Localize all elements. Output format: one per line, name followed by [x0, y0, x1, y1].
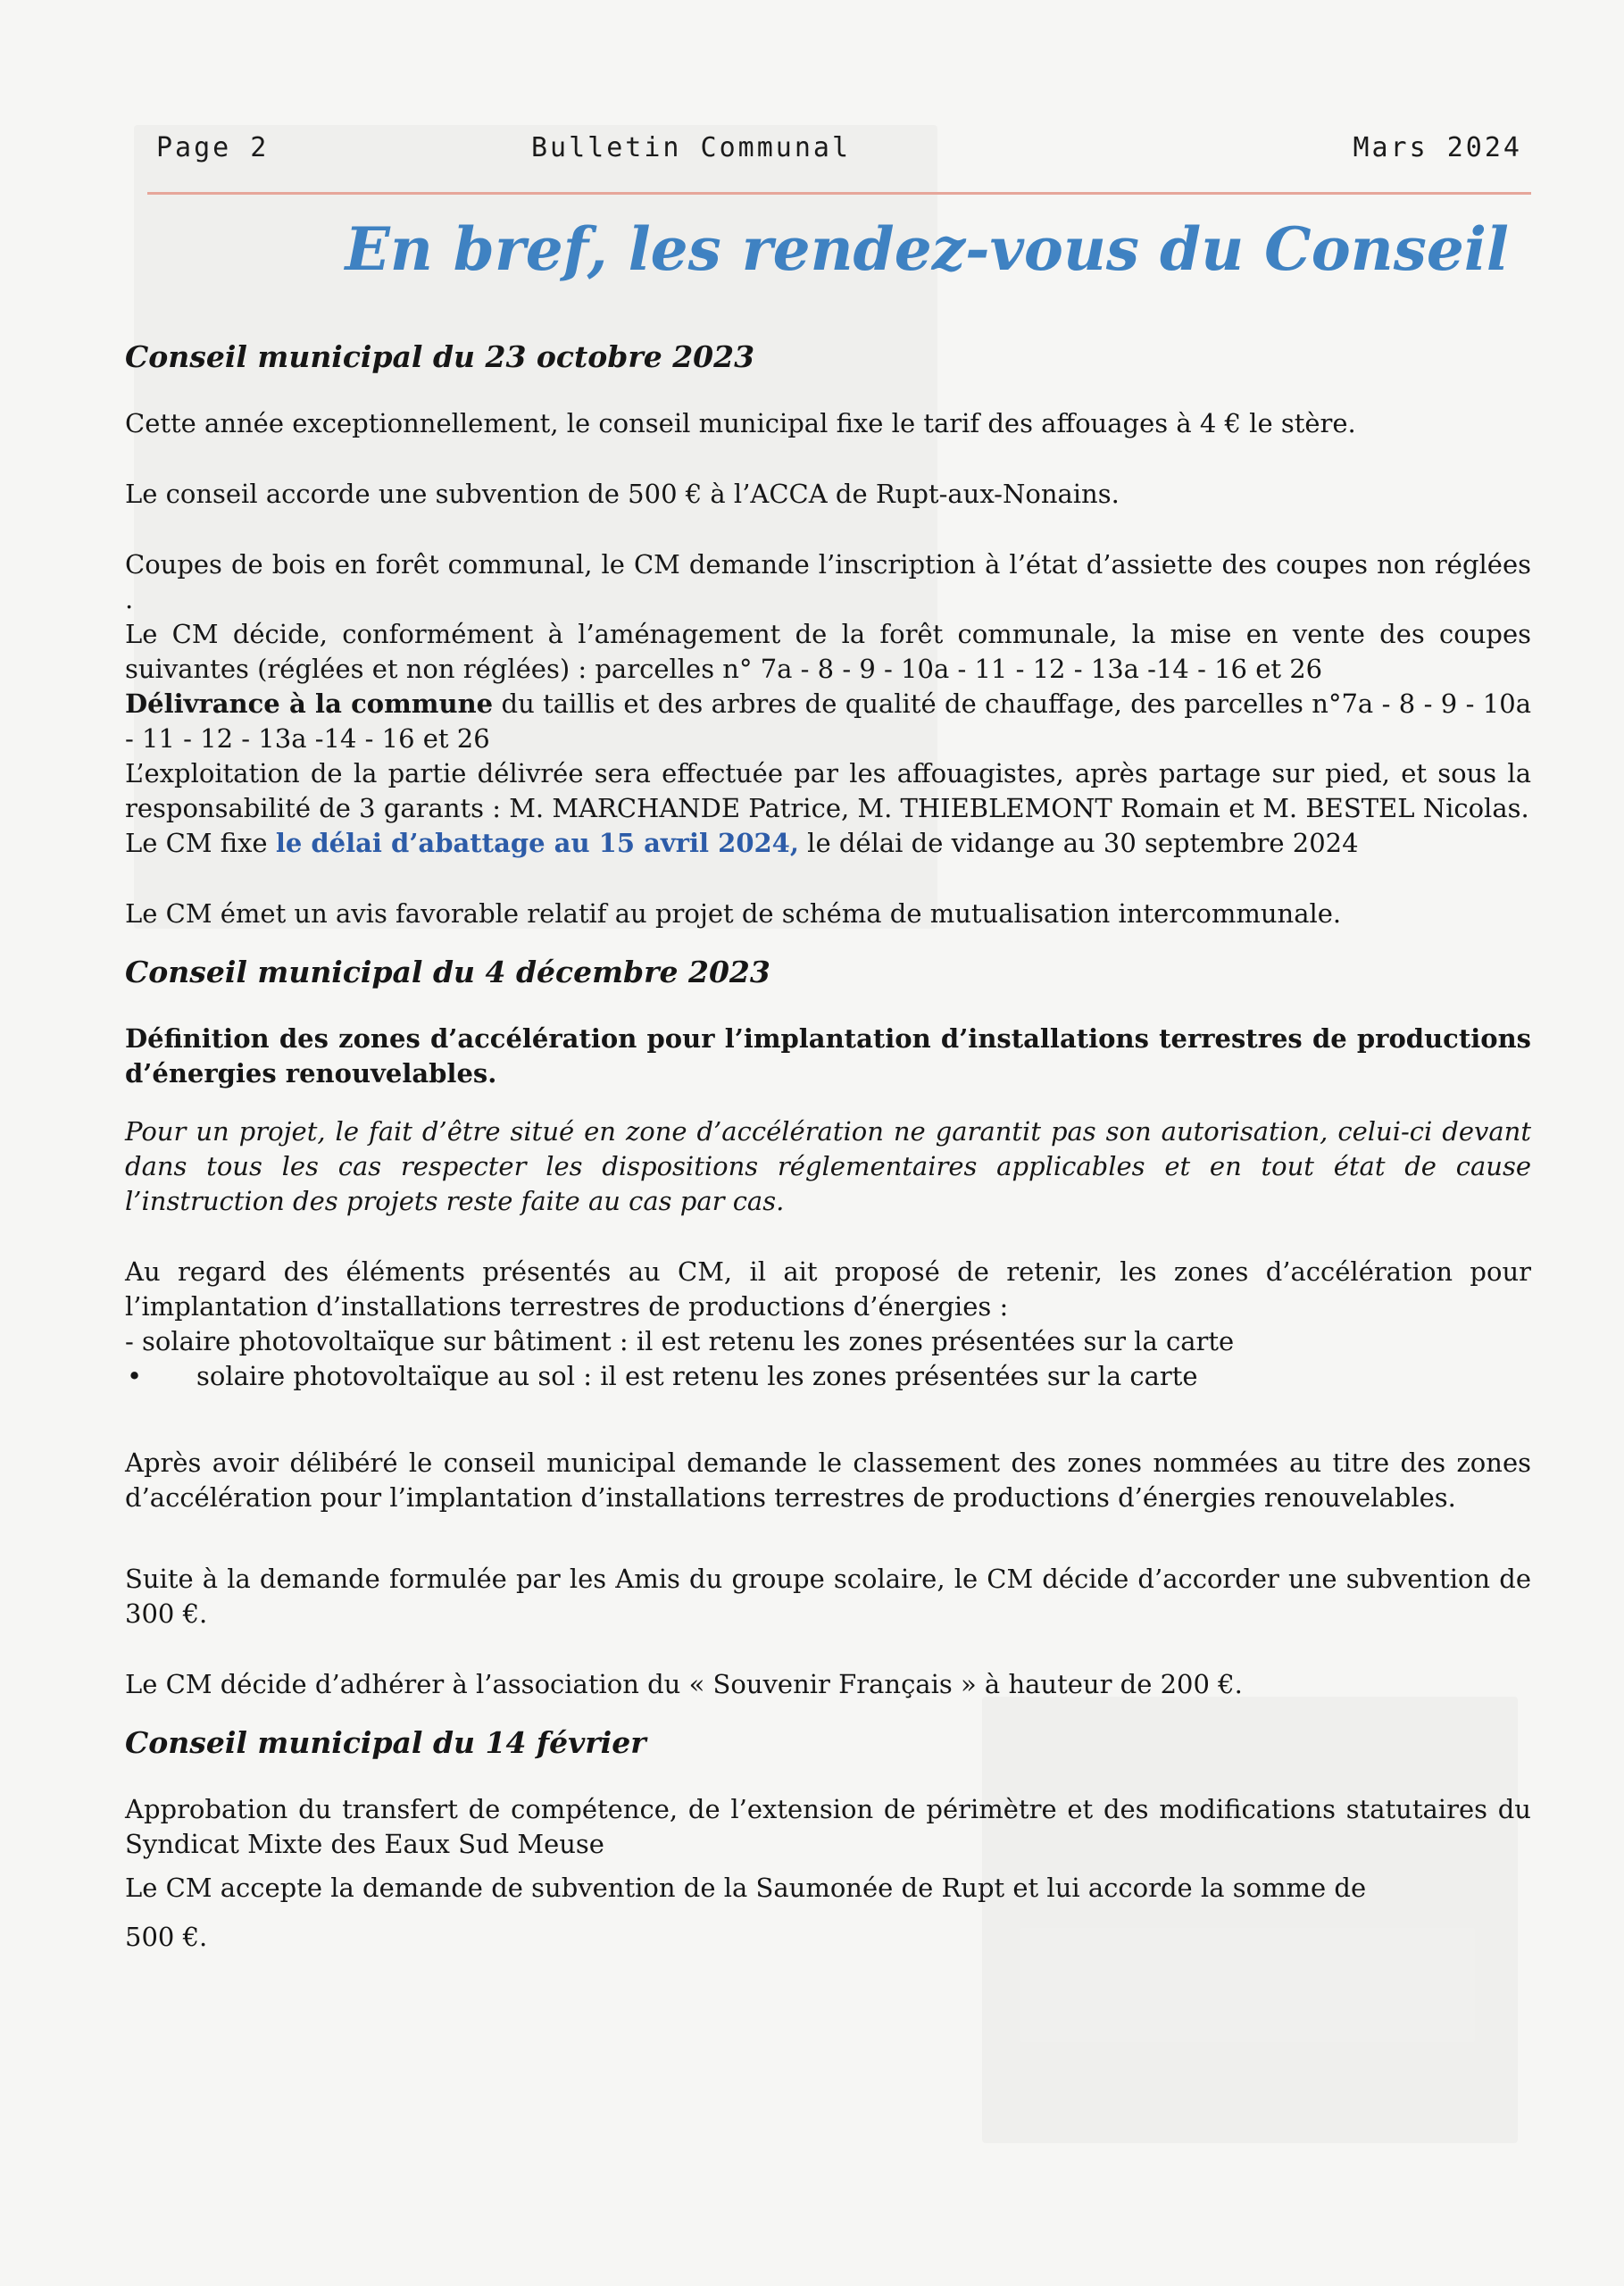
page-title: En bref, les rendez-vous du Conseil	[345, 214, 1509, 284]
paragraph: Coupes de bois en forêt communal, le CM demande l’inscription à l’état d’assiette des coupes non réglées .	[125, 549, 1531, 614]
section-heading-october: Conseil municipal du 23 octobre 2023	[125, 339, 755, 374]
paragraph: Approbation du transfert de compétence, de l’extension de périmètre et des modifications statutaires du Syndicat Mixte des Eaux Sud Meuse	[125, 1794, 1531, 1859]
paragraph	[125, 687, 1531, 756]
issue-date: Mars 2024	[1353, 132, 1522, 163]
list-item: - solaire photovoltaïque sur bâtiment : il est retenu les zones présentées sur la carte	[125, 1326, 1235, 1356]
bold-paragraph: Définition des zones d’accélération pour l’implantation d’installations terrestres de productions d’énergies renouvelables.	[125, 1023, 1531, 1089]
section-heading-february: Conseil municipal du 14 février	[125, 1725, 646, 1760]
paragraph: Le CM décide, conformément à l’aménagement de la forêt communale, la mise en vente des coupes suivantes (réglées et non réglées) : parcelles n° 7a - 8 - 9 - 10a - 11 - 12 - 13a -14 - 16 et 26	[125, 619, 1531, 684]
header-rule	[147, 192, 1531, 195]
paragraph: Le conseil accorde une subvention de 500 € à l’ACCA de Rupt-aux-Nonains.	[125, 479, 1120, 509]
paragraph: Au regard des éléments présentés au CM, il ait proposé de retenir, les zones d’accélération pour l’implantation d’installations terrestres de productions d’énergies :	[125, 1256, 1531, 1322]
paragraph: Suite à la demande formulée par les Amis du groupe scolaire, le CM décide d’accorder une subvention de 300 €.	[125, 1564, 1531, 1629]
bulletin-name: Bulletin Communal	[531, 132, 852, 163]
text-run: solaire photovoltaïque au sol : il est retenu les zones présentées sur la carte	[196, 1361, 1198, 1391]
paragraph: Le CM émet un avis favorable relatif au projet de schéma de mutualisation intercommunale.	[125, 898, 1342, 929]
text-run: du taillis et des arbres de qualité de chauffage, des parcelles n°7a - 8 - 9 - 10a - 11 - 12 - 13a -14 - 16 et 26	[125, 688, 1532, 754]
list-item	[125, 1359, 1531, 1394]
paragraph: Cette année exceptionnellement, le conseil municipal fixe le tarif des affouages à 4 € le stère.	[125, 408, 1356, 438]
paragraph: Le CM décide d’adhérer à l’association du « Souvenir Français » à hauteur de 200 €.	[125, 1669, 1243, 1699]
paragraph: Le CM accepte la demande de subvention de la Saumonée de Rupt et lui accorde la somme de	[125, 1873, 1367, 1903]
text-run: le délai de vidange au 30 septembre 2024	[798, 828, 1359, 858]
highlighted-deadline: le délai d’abattage au 15 avril 2024,	[275, 828, 799, 858]
article-body	[125, 339, 1531, 1955]
bullet-icon: •	[127, 1361, 143, 1391]
paragraph: L’exploitation de la partie délivrée sera effectuée par les affouagistes, après partage sur pied, et sous la responsabilité de 3 garants : M. MARCHANDE Patrice, M. THIEBLEMONT Romain et M. BESTEL Nicolas.	[125, 758, 1531, 823]
paragraph: Après avoir délibéré le conseil municipal demande le classement des zones nommées au titre des zones d’accélération pour l’implantation d’installations terrestres de productions d’énergies renouvelables.	[125, 1448, 1531, 1513]
paragraph: 500 €.	[125, 1922, 208, 1952]
text-run: Le CM fixe	[125, 828, 276, 858]
bold-phrase: Délivrance à la commune	[125, 688, 494, 719]
italic-paragraph: Pour un projet, le fait d’être situé en zone d’accélération ne garantit pas son autorisation, celui-ci devant dans tous les cas respecter les dispositions réglementaires applicables et en tout état de cause l’instruction des projets reste faite au cas par cas.	[125, 1116, 1531, 1216]
page-number: Page 2	[156, 132, 270, 163]
page-header	[156, 132, 1522, 168]
section-heading-december: Conseil municipal du 4 décembre 2023	[125, 955, 770, 989]
paragraph	[125, 826, 1531, 861]
